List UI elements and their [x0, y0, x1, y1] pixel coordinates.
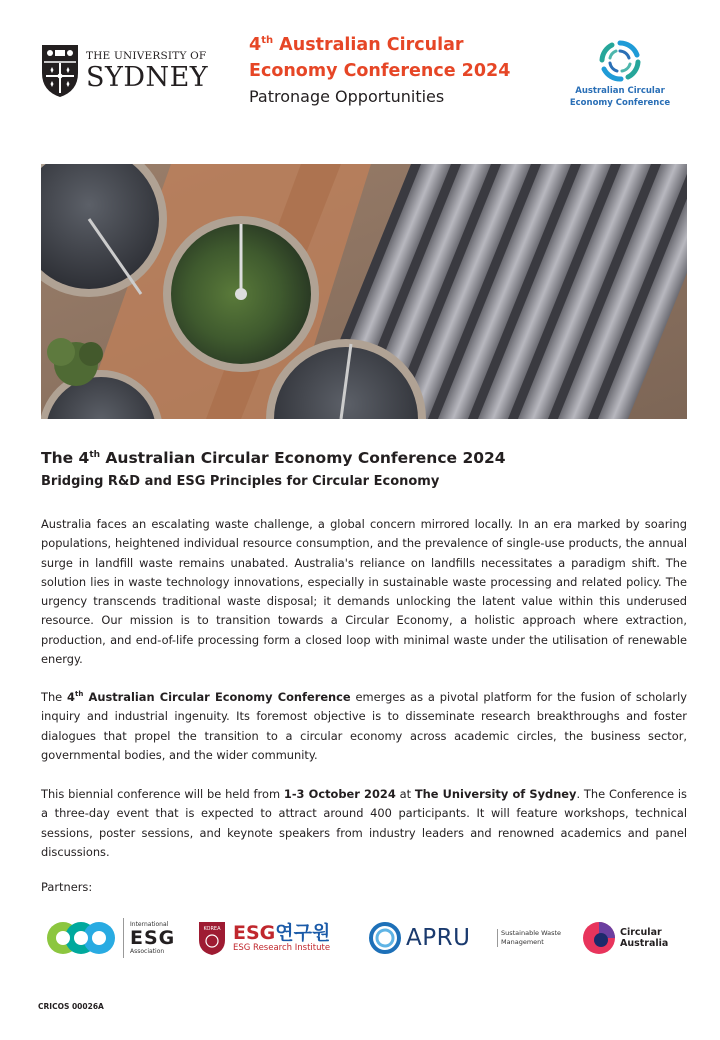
document-subtitle: Patronage Opportunities: [249, 87, 445, 106]
body-paragraph-1: Australia faces an escalating waste challenge, a global concern mirrored locally. In an era marked by soaring populations, heightened individual resource consumption, and the prevalence of single-use products, the annual surge in landfill waste remains unabated. Australia's reliance on landfills necessitates a paradigm shift. The solution lies in waste technology innovations, especially in sustainable waste processing and related policy. The urgency transcends traditional waste disposal; it demands unlocking the latent value within this underused resource. Our mission is to transition towards a Circular Economy, a holistic approach where extraction, production, and end-of-life processing form a closed loop with minimal waste under the utilisation of renewable energy.: [41, 517, 687, 667]
acec-logo-line2: Economy Conference: [569, 98, 671, 108]
circular-australia-line1: Circular: [620, 927, 662, 938]
conference-name-bold: 4th Australian Circular Economy Conference: [67, 690, 351, 704]
international-esg-association-logo: [45, 912, 185, 964]
esg-association-big: ESG: [130, 927, 176, 949]
aerial-wastewater-treatment-photo: [41, 164, 687, 419]
esg-research-institute-logo: [197, 912, 362, 964]
hero-image: [41, 164, 687, 419]
acec-logo-line1: Australian Circular: [575, 86, 665, 96]
conference-venue: The University of Sydney: [414, 787, 577, 801]
swm-line1: Sustainable Waste: [501, 929, 561, 937]
apru-text: APRU: [406, 925, 471, 951]
university-name-line2: SYDNEY: [86, 61, 209, 93]
logo-separator: [123, 918, 124, 958]
acec-logo: [565, 38, 675, 118]
main-heading: The 4th Australian Circular Economy Conference 2024: [41, 449, 506, 467]
partners-label: Partners:: [41, 880, 93, 894]
korea-university-seal-icon: [197, 920, 227, 956]
sub-heading: Bridging R&D and ESG Principles for Circular Economy: [41, 474, 440, 489]
sustainable-waste-management-logo: [497, 912, 579, 964]
body-paragraph-2: The 4th Australian Circular Economy Conference emerges as a pivotal platform for the fusion of scholarly inquiry and industrial ingenuity. Its foremost objective is to disseminate research breakthroughs and foster dialogues that propel the transition to a circular economy across academic circles, the business sector, governmental bodies, and the wider community.: [41, 690, 687, 762]
circular-australia-icon: [581, 918, 617, 958]
circular-australia-line2: Australia: [620, 938, 669, 949]
korea-seal-text: KOREA: [203, 926, 221, 932]
esg-association-small-bottom: Association: [130, 948, 165, 955]
conference-dates: 1-3 October 2024: [283, 787, 396, 801]
conference-title-line1: 4th Australian Circular: [249, 35, 464, 55]
swm-line2: Management: [501, 938, 544, 946]
university-name-line1: THE UNIVERSITY OF: [86, 50, 207, 63]
esg-association-mark-icon: [45, 916, 117, 960]
body-paragraph-3: This biennial conference will be held from 1-3 October 2024 at The University of Sydney. The Conference is a three-day event that is expected to attract around 400 participants. It will feature workshops, technical sessions, poster sessions, and keynote speakers from industry leaders and renowned academics and panel discussions.: [41, 787, 687, 859]
circular-economy-swirl-icon: [597, 38, 643, 84]
conference-title-block: [249, 32, 549, 110]
university-of-sydney-logo: [40, 40, 216, 102]
esg-association-small-top: International: [130, 921, 169, 928]
esg-research-institute-title: ESG연구원: [233, 922, 331, 944]
apru-logo: [368, 912, 488, 964]
cricos-code: CRICOS 00026A: [38, 1002, 104, 1011]
conference-title-line2: Economy Conference 2024: [249, 61, 511, 81]
partners-logo-row: [45, 912, 685, 964]
apru-ring-icon: [368, 921, 402, 955]
esg-research-institute-subtitle: ESG Research Institute: [233, 943, 331, 953]
university-crest-icon: [40, 43, 80, 99]
circular-australia-logo: [581, 912, 691, 964]
